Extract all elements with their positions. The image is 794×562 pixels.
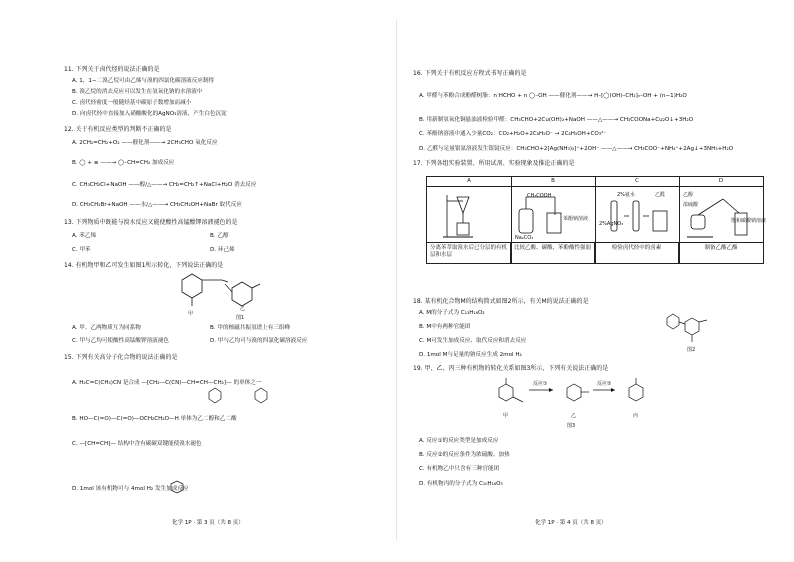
q19-reaction-1: 反应① <box>533 381 548 387</box>
q11-option-c: C. 卤代烃密度一般随烃基中碳原子数增加而减小 <box>72 100 192 106</box>
q19-label-c: 丙 <box>633 413 639 419</box>
q17-label-d1: 乙醇 <box>683 192 694 198</box>
q19-option-c: C. 有机物乙中只含有三种官能团 <box>419 466 500 472</box>
q17-experiment-table <box>426 176 767 264</box>
q15-option-d: D. 1mol 该有机物可与 4mol H₂ 发生加成反应 <box>72 486 189 492</box>
q17-col-b: B <box>511 177 595 187</box>
q12-option-d: D. CH₃CH₂Br+NaOH ——水/△——→ CH₃CH₂OH+NaBr 取代反应 <box>72 202 242 208</box>
q16-option-c: C. 苯酚钠溶液中通入少量CO₂：CO₂+H₂O+2C₆H₅O⁻ → 2C₆H₅OH+CO₃²⁻ <box>419 131 607 137</box>
q19-label-a: 甲 <box>503 413 509 419</box>
q17-label-b2: Na₂CO₃ <box>515 235 534 241</box>
q17-label-d2: 浓硫酸 <box>683 202 699 208</box>
q15-option-c: C. —[CH=CH]— 结构中含有碳碳双键能使溴水褪色 <box>72 441 202 447</box>
q17-stem: 17. 下列各组实验装置、所用试剂、实验现象及推论正确的是 <box>413 160 575 167</box>
q14-option-a: A. 甲、乙两物质互为同系物 <box>72 325 141 331</box>
q17-col-d: D <box>679 177 763 187</box>
q19-label-b: 乙 <box>571 413 577 419</box>
q17-label-b1: CH₃COOH <box>527 193 552 199</box>
q11-option-d: D. 向卤代烃中直接加入硝酸酸化的AgNO₃溶液，产生白色沉淀 <box>72 111 227 117</box>
q14-label-a: 甲 <box>188 311 194 317</box>
q11-option-b: B. 溴乙烷的消去反应可以发生在氢氧化钠的水溶液中 <box>72 89 203 95</box>
right-page <box>397 0 794 562</box>
q14-figure-caption: 图1 <box>236 315 245 321</box>
q12-option-b: B. ◯ + ≡ ——→ ◯–CH=CH₂ 加成反应 <box>72 160 175 166</box>
q12-option-a: A. 2CH₂=CH₂+O₂ ——催化剂——→ 2CH₃CHO 氧化反应 <box>72 140 218 146</box>
q17-col-a: A <box>427 177 511 187</box>
q12-option-c: C. CH₃CH₂Cl+NaOH ——醇/△——→ CH₂=CH₂↑+NaCl+H₂O 消去反应 <box>72 182 257 188</box>
q18-option-a: A. M的分子式为 C₁₃H₁₆O₂ <box>419 310 485 316</box>
q18-figure-caption: 图2 <box>687 347 696 353</box>
q15-stem: 15. 下列有关高分子化合物的说法正确的是 <box>64 354 178 361</box>
q18-stem: 18. 某有机化合物M的结构简式如图2所示，有关M的说法正确的是 <box>413 298 589 305</box>
q15-option-b: B. HO—C(=O)—C(=O)—OCH₂CH₂O—H 单体为乙二醇和乙二酸 <box>72 416 237 422</box>
q14-option-c: C. 甲与乙均可使酸性高锰酸钾溶液褪色 <box>72 338 169 344</box>
q15-option-a: A. H₂C=C(CH₃)CN 是合成 —[CH₂—C(CN)—CH=CH—CH₂]— 的单体之一 <box>72 380 262 386</box>
q11-stem: 11. 下列关于卤代烃的说法正确的是 <box>64 66 160 73</box>
q17-col-c: C <box>595 177 679 187</box>
q19-option-b: B. 反应②的反应条件为浓硫酸、加热 <box>419 452 510 458</box>
q17-label-c2: 2%AgNO₃ <box>599 221 624 227</box>
right-page-footer: 化学 1P · 第 4 页（共 8 页） <box>535 520 607 526</box>
q14-option-b: B. 甲的核磁共振氢谱上有三组峰 <box>210 325 291 331</box>
q17-desc-b: 比较乙酸、碳酸、苯酚酸性强弱 <box>511 242 595 263</box>
q17-label-b3: 苯酚钠溶液 <box>563 216 589 222</box>
q17-desc-d: 制备乙酸乙酯 <box>679 242 763 263</box>
q17-label-d3: 饱和碳酸钠溶液 <box>731 218 767 224</box>
q19-figure-caption: 图3 <box>567 423 576 429</box>
q13-option-a: A. 苯乙烯 <box>72 233 97 239</box>
q16-stem: 16. 下列关于有机反应方程式书写正确的是 <box>413 70 527 77</box>
q11-option-a: A. 1，1−二溴乙烷可由乙烯与溴的四氯化碳溶液反应制得 <box>72 78 215 84</box>
q19-option-a: A. 反应①的反应类型是加成反应 <box>419 438 499 444</box>
left-page-footer: 化学 1P · 第 3 页（共 8 页） <box>172 520 244 526</box>
q17-apparatus-d <box>683 191 761 241</box>
q17-apparatus-c <box>599 191 677 241</box>
q19-stem: 19. 甲、乙、丙三种有机物的转化关系如图3所示，下列有关说法正确的是 <box>413 365 609 372</box>
q13-stem: 13. 下列物质中既能与溴水反应又能使酸性高锰酸钾溶液褪色的是 <box>64 219 238 226</box>
q19-reaction-2: 反应② <box>597 381 612 387</box>
q18-option-b: B. M中有两种官能团 <box>419 324 471 330</box>
q16-option-a: A. 甲醛与苯酚合成酚醛树脂：n HCHO + n ◯–OH ——催化剂——→ H–[◯(OH)–CH₂]ₙ–OH + (n−1)H₂O <box>419 93 687 99</box>
q12-stem: 12. 关于有机反应类型的判断不正确的是 <box>64 126 172 133</box>
q17-desc-c: 检验卤代烃中的卤素 <box>595 242 679 263</box>
q13-option-c: C. 甲苯 <box>72 247 91 253</box>
q17-label-c3: 乙醛 <box>655 192 666 198</box>
q16-option-b: B. 用新制氢氧化铜悬浊液检验甲醛：CH₃CHO+2Cu(OH)₂+NaOH ——△——→ CH₃COONa+Cu₂O↓+3H₂O <box>419 117 694 123</box>
q17-apparatus-a <box>433 191 507 241</box>
q16-option-d: D. 乙醛与足量银氨溶液发生银镜反应：CH₃CHO+2[Ag(NH₃)₂]⁺+2OH⁻ ——△——→ CH₃COO⁻+NH₄⁺+2Ag↓+3NH₃+H₂O <box>419 146 734 152</box>
q18-option-c: C. M可发生加成反应、取代反应和消去反应 <box>419 338 527 344</box>
q19-option-d: D. 有机物丙的分子式为 C₁₀H₁₆O₃ <box>419 481 503 487</box>
q14-structure-figure <box>170 272 270 322</box>
q17-label-c1: 2%氨水 <box>617 192 635 198</box>
q14-stem: 14. 有机物甲和乙可发生如图1所示转化，下列说法正确的是 <box>64 262 224 269</box>
q13-option-d: D. 环己烯 <box>210 247 235 253</box>
q14-option-d: D. 甲与乙均可与溴的四氯化碳溶液反应 <box>210 338 308 344</box>
q18-option-d: D. 1mol M与足量的钠反应生成 2mol H₂ <box>419 352 522 358</box>
q15-polymer-rings <box>205 384 285 406</box>
q13-option-b: B. 乙醇 <box>210 233 229 239</box>
q14-label-b: 乙 <box>240 306 246 312</box>
q17-desc-a: 分离苯萃取溴水后已分层的有机层和水层 <box>427 242 511 263</box>
q15-benzene-ring <box>168 480 186 494</box>
